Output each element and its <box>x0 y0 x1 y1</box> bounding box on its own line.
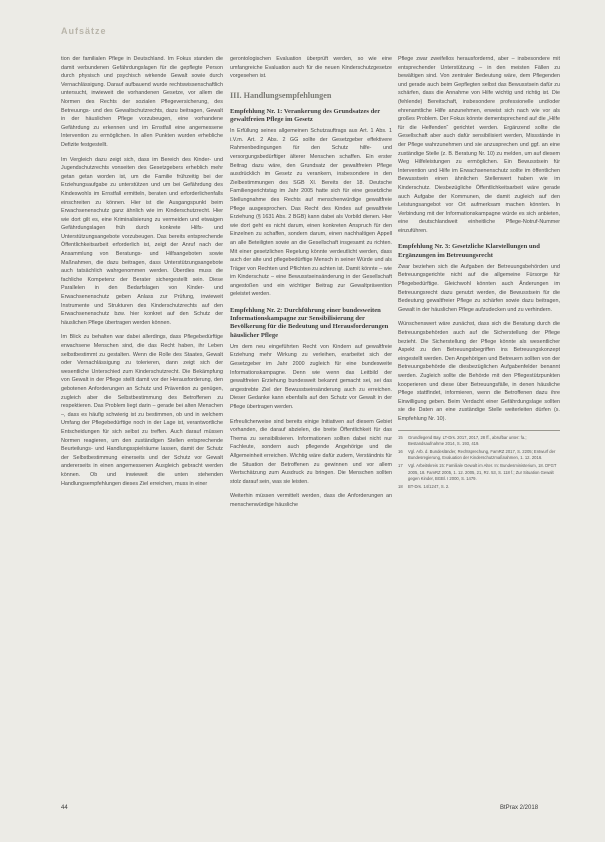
footnote <box>398 435 560 447</box>
column-1 <box>61 55 223 494</box>
recommendation-heading-1: Empfehlung Nr. 1: Verankerung des Grundsatzes der gewaltfreien Pflege im Gesetz <box>230 107 381 123</box>
footnote-text: Grundlegend Bay. LT-Drs. 2017, 2017, 28 ff., abrufbar unter: fa.; Bestandsaufnahme 2014, S. 193, 419. <box>408 434 527 446</box>
footnote-text: Vgl. Arb. d. Bundesländer, Rechtsprechung, FamRZ 2017, S. 2205; Entwurf der Bundesregierung, Evaluation der Kinderschutzmaßnahmen, 1. 12. 2016. <box>408 448 556 461</box>
footnote-number: 16 <box>398 448 403 454</box>
footnote-text: BT-Drs. 14/1247, S. 2. <box>408 483 450 489</box>
paragraph: Im Blick zu behalten war dabei allerdings, dass Pflegebedürftige erwachsene Menschen sind, die das Recht haben, ihr Leben selbstbestimmt zu gestalten. Wenn die Rolle des Staates, Gewalt oder Vernachlässigung zu tolerieren, dann zeigt sich der wesentliche Unterschied zum Kinderschutzrecht. Die Bekämpfung von Gewalt in der Pflege stellt damit vor der Herausforderung, den gebotenen Anforderungen an Schutz und Prävention zu genügen, zugleich aber die Selbstbestimmung des Betroffenen zu respektieren. Das Problem liegt darin – gerade bei alten Menschen –, dass es häufig schwierig ist zu bestimmen, ob und in welchem Umfang der Pflegebedürftige noch in der Lage ist, verantwortliche Entscheidungen für sich selbst zu treffen. Auch darauf müssen Normen reagieren, um den zuständigen Stellen entsprechende Beurteilungs- und Handlungsspielräume lassen, damit der Schutz der Selbstbestimmung einerseits und der Schutz vor Gewalt andererseits in einen angemessenen Ausgleich gebracht werden können. Ob und inwieweit die unten stehenden Handlungsempfehlungen dieses Ziel erreichen, muss in einer <box>61 334 223 487</box>
footnote-number: 15 <box>398 434 403 440</box>
footnote-number: 17 <box>398 463 403 469</box>
footnote <box>398 484 560 490</box>
footnote <box>398 463 560 482</box>
running-head: Aufsätze <box>61 26 107 36</box>
journal-issue: BtPrax 2/2018 <box>500 805 539 811</box>
footnote-divider <box>398 430 560 431</box>
footnote <box>398 449 560 461</box>
column-3 <box>398 55 560 492</box>
footnotes <box>398 435 560 491</box>
recommendation-heading-2: Empfehlung Nr. 2: Durchführung einer bundesweiten Informationskampagne zur Sensibilisierung der Bevölkerung für die Bedeutung und Herausforderungen häuslicher Pflege <box>230 307 389 339</box>
paragraph: Pflege zwar zweifellos herausfordernd, aber – insbesondere mit entsprechender Unterstützung – in den meisten Fällen zu bewältigen sind. Von zentraler Bedeutung wäre, dem Pflegenden und gerade auch beim Gepflegten selbst das Bewusstsein dafür zu schärfen, dass die Annahme von Hilfe wichtig und richtig ist. Die (fehlende) Bereitschaft, insbesondere professionelle und/oder ehrenamtliche Hilfe anzunehmen, erweist sich nach wie vor als großes Problem. Der Fokus könnte dementsprechend auf die „Hilfe für die Helfenden“ gerichtet werden. Ergänzend sollte die Gesellschaft aber auch dafür sensibilisiert werden, Missstände in der Pflege wahrzunehmen und sie anzusprechen und ggf. an eine zuständige Stelle (z. B. Beratung Nr. 10) zu melden, um auf diesem Weg Hilfeleistungen zu ermöglichen. Ein Bewusstsein für Intervention und Hilfe im Erwachsenenschutz sollte im öffentlichen Bewusstsein einen ähnlichen Stellenwert haben wie im Kinderschutz. Diesbezügliche Öffentlichkeitsarbeit wäre gerade auch Aufgabe der Kommunen, die damit zugleich auf den Leistungsangebot vor Ort aufmerksam machen könnten. In Verbindung mit der Informationskampagne würde es sich anbieten, eine deutschlandweit einheitliche Pflege-Notruf-Nummer einzuführen. <box>398 56 560 234</box>
paragraph: Wünschenswert wäre zunächst, dass sich die Beratung durch die Betreuungsbehörden auch auf die Sicherstellung der Pflege bezieht. Die Sicherstellung der Pflege könnte als wesentlicher Aspekt zu den Betreuungsbegriffen ins Betreuungskonzept eingestellt werden. Den Angehörigen und Betreuern sollten von der Betreuungsbehörde die diesbezüglichen Aufgabenfelder benannt werden. Zugleich sollte die Behörde mit den Pflegestützpunkten kooperieren und diese über Betreuungsfälle, in denen häusliche Pflege stattfindet, informieren, wenn die Betroffenen dazu ihre Einwilligung geben. Beim Verdacht einer Gefährdungslage sollten sie die Daten an eine zuständige Stelle weiterleiten dürfen (s. Empfehlung Nr. 10). <box>398 321 560 422</box>
paragraph: gerontologischen Evaluation überprüft werden, so wie eine umfangreiche Evaluation auch für die neuen Kinderschutzgesetze vorgesehen ist. <box>230 56 392 80</box>
footnote-text: Vgl. Arbeitskreis 15: Familiale Gewalt im Alter. In: Bundesministerium, 18. DFGT 2005, 18. FamRZ 2005, 1. 12. 2005, 21, Rz. 53, S. 118 f.; Zur Situation Gewalt gegen Kinder, BGBl. I 2000, S. 1479. <box>408 463 557 481</box>
footnote-number: 18 <box>398 483 403 489</box>
paragraph: In Erfüllung seines allgemeinen Schutzauftrags aus Art. 1 Abs. 1 i.V.m. Art. 2 Abs. 2 GG sollte der Gesetzgeber effektivere Rahmenbedingungen für den Schutz hilfe- und versorgungsbedürftiger älterer Menschen schaffen. Ein erster Beitrag dazu wäre, den Grundsatz der gewaltfreien Pflege ausdrücklich im Gesetz zu verankern, insbesondere in den Zielbestimmungen des SGB XI. Bereits der 18. Deutsche Familiengerichtstag im Jahr 2005 hatte sich für eine gesetzliche Stellungnahme des Rechts auf menschenwürdige gewaltfreie Pflege ausgesprochen. Das Recht des Kindes auf gewaltfreie Erziehung (§ 1631 Abs. 2 BGB) kann dabei als Vorbild dienen. Hier wie dort geht es nicht darum, einen konkreten Anspruch für den Einzelnen zu schaffen, sondern darum, einen nachhaltigen Appell an alle Beteiligten sowie an die Gesellschaft insgesamt zu richten. Mit einer gesetzlichen Regelung könnte verdeutlicht werden, dass auch der alte und pflegebedürftige Mensch in seiner Würde und als Träger von Rechten und Pflichten zu achten ist. Damit könnte – wie im Kinderschutz – eine Bewusstseinsänderung in der Gesellschaft angestoßen und ein wichtiger Beitrag zur Gewaltprävention geleistet werden. <box>230 128 392 298</box>
paragraph: Zwar beziehen sich die Aufgaben der Betreuungsbehörden und Betreuungsgerichte nicht auf die allgemeine Fürsorge für Pflegebedürftige. Gleichwohl könnten auch Änderungen im Betreuungsrecht dazu genutzt werden, die Bewusstsein für die Bedeutung gewaltfreier Pflege zu schärfen sowie dazu beitragen, Gewalt in der häuslichen Pflege aufzudecken und zu verhindern. <box>398 263 560 313</box>
paragraph: tion der familialen Pflege in Deutschland. Im Fokus standen die damit verbundenen Gefährdungslagen für die gepflegte Person durch physisch und psychisch wirkende Gewalt sowie durch Vernachlässigung. Darauf aufbauend wurde rechtswissenschaftlich untersucht, inwieweit die vorhandenen Gesetze, vor allem die Normen des Rechts der sozialen Pflegeversicherung, des Betreuungs- und des Gewaltschutzrechts, dazu beitragen, Gewalt in der häuslichen Pflege vorzubeugen, eine vorhandene Gefährdung zu erkennen und im Ernstfall eine angemessene Intervention zu ermöglichen. In allen Punkten wurden erhebliche Defizite festgestellt. <box>61 56 223 148</box>
column-2 <box>230 55 392 516</box>
recommendation-heading-3: Empfehlung Nr. 3: Gesetzliche Klarstellungen und Ergänzungen im Betreuungsrecht <box>398 243 540 259</box>
section-title: III. Handlungsempfehlungen <box>230 90 332 100</box>
paragraph: Im Vergleich dazu zeigt sich, dass im Bereich des Kinder- und Jugendschutzrechts vonseiten des Gesetzgebers erheblich mehr getan getan worden ist, um die Familie frühzeitig bei der Erziehungsaufgabe zu unterstützen und um bei Gefährdung des Kindeswohls im Ernstfall ermitteln, beraten und erforderlichenfalls einschreiten zu können. Hier ist die Ausgangspunkt beim Erwachsenenschutz ganz ähnlich wie im Kinderschutzrecht. Hier wie dort gilt es, eine Kriminalisierung zu vermeiden und etwaigen Gefährdungslagen früh durch konkrete Hilfs- und Unterstützungsangebote vorzubeugen. Das bereits entsprechende Öffentlichkeitsarbeit erforderlich ist, zeigt der Anruf nach der Ansammlung von Beratungs- und Hilfsangeboten sowie Maßnahmen, die dazu beitragen, dass Unterstützungsangebote auch tatsächlich wahrgenommen werden. Überdies muss die fachliche Kompetenz der Berater sichergestellt sein. Diese Parallelen in den Bedarfslagen von Kinder- und Erwachsenenschutz geben Anlass zur Prüfung, inwieweit Instrumente und Strukturen des Kinderschutzrechts auf den Erwachsenenschutz bzw. hier konkret auf den Schutz der häuslichen Pflege übertragen werden können. <box>61 156 223 326</box>
page-number: 44 <box>61 805 68 811</box>
paragraph: Um dem neu eingeführten Recht von Kindern auf gewaltfreie Erziehung mehr Wirkung zu verleihen, erarbeitet sich der Gesetzgeber im Jahr 2000 zugleich für eine bundesweite Informationskampagne. Denn wie wenn das Leitbild der gewaltfreien Erziehung bundesweit bekannt gemacht sei, sei das angestrebte Ziel der Bewusstseinsänderung auch zu erreichen. Dieser Gedanke kann ebenfalls auf den Schutz vor Gewalt in der Pflege übertragen werden. <box>230 343 392 411</box>
paragraph: Erfreulicherweise sind bereits einige Initiativen auf diesem Gebiet vorhanden, die darauf abzielen, die breite Öffentlichkeit für das Thema zu sensibilisieren. Informationen sollten dabei nicht nur Fachleute, sondern auch pflegende Angehörige und die Allgemeinheit erreichen. Wichtig wäre dafür zudem, Verständnis für die Situation der Betroffenen zu gewinnen und vor allem Wertschätzung zum Ausdruck zu bringen. Die Menschen sollten stolz darauf sein, was sie leisten. <box>230 418 392 485</box>
paragraph: Weiterhin müssen vermittelt werden, dass die Anforderungen an menschenwürdige häusliche <box>230 493 392 508</box>
